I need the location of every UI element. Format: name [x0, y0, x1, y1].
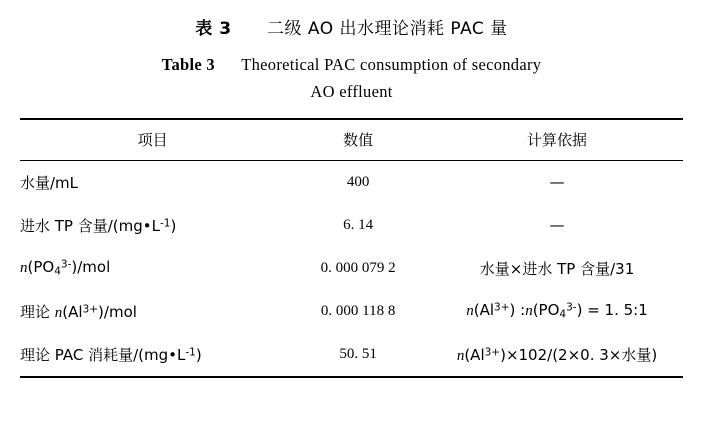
column-header-value: 数值 — [285, 119, 431, 161]
cell-basis: 水量×进水 TP 含量/31 — [479, 259, 635, 278]
caption-chinese — [18, 14, 685, 39]
data-table — [20, 118, 683, 378]
caption-chinese-label: 表 3 — [195, 19, 232, 39]
cell-item: 理论 PAC 消耗量$/(mg•L^{-1})$ — [20, 333, 285, 377]
table-row — [20, 333, 683, 377]
table-header — [20, 119, 683, 161]
column-header-basis: 计算依据 — [431, 119, 683, 161]
caption-english-title-line2: AO effluent — [310, 81, 393, 101]
table-row — [20, 290, 683, 333]
cell-item: $n(PO_4^{3-})$/mol — [20, 258, 111, 278]
table-body — [20, 160, 683, 377]
caption-english-label: Table 3 — [161, 55, 215, 74]
caption-english — [18, 52, 685, 78]
cell-basis: $n(Al^{3+})$ $:n(PO_4^{3-}) = 1$. 5:1 — [466, 301, 648, 321]
caption-english-title-line1: Theoretical PAC consumption of secondary — [241, 55, 542, 74]
cell-value: 50. 51 — [285, 333, 431, 377]
table-header-row — [20, 119, 683, 161]
table-row — [20, 160, 683, 204]
cell-item: 进水 TP 含量$/(mg•L^{-1})$ — [20, 216, 177, 235]
cell-value: 0. 000 079 2 — [320, 259, 396, 276]
cell-basis: — — [549, 216, 565, 235]
cell-item: 水量/mL — [20, 160, 285, 204]
table-row — [20, 247, 683, 290]
cell-value: 400 — [285, 160, 431, 204]
table-row — [20, 204, 683, 247]
cell-basis: $n(Al^{3+})\times 102/(2\times 0$. 3×水量) — [431, 333, 683, 377]
cell-basis: — — [431, 160, 683, 204]
cell-value: 0. 000 118 8 — [320, 302, 396, 319]
cell-value: 6. 14 — [343, 216, 374, 233]
caption-chinese-title: 二级 AO 出水理论消耗 PAC 量 — [266, 19, 508, 39]
cell-item: 理论 $n(Al^{3+})$/mol — [20, 302, 137, 321]
column-header-item: 项目 — [20, 119, 285, 161]
